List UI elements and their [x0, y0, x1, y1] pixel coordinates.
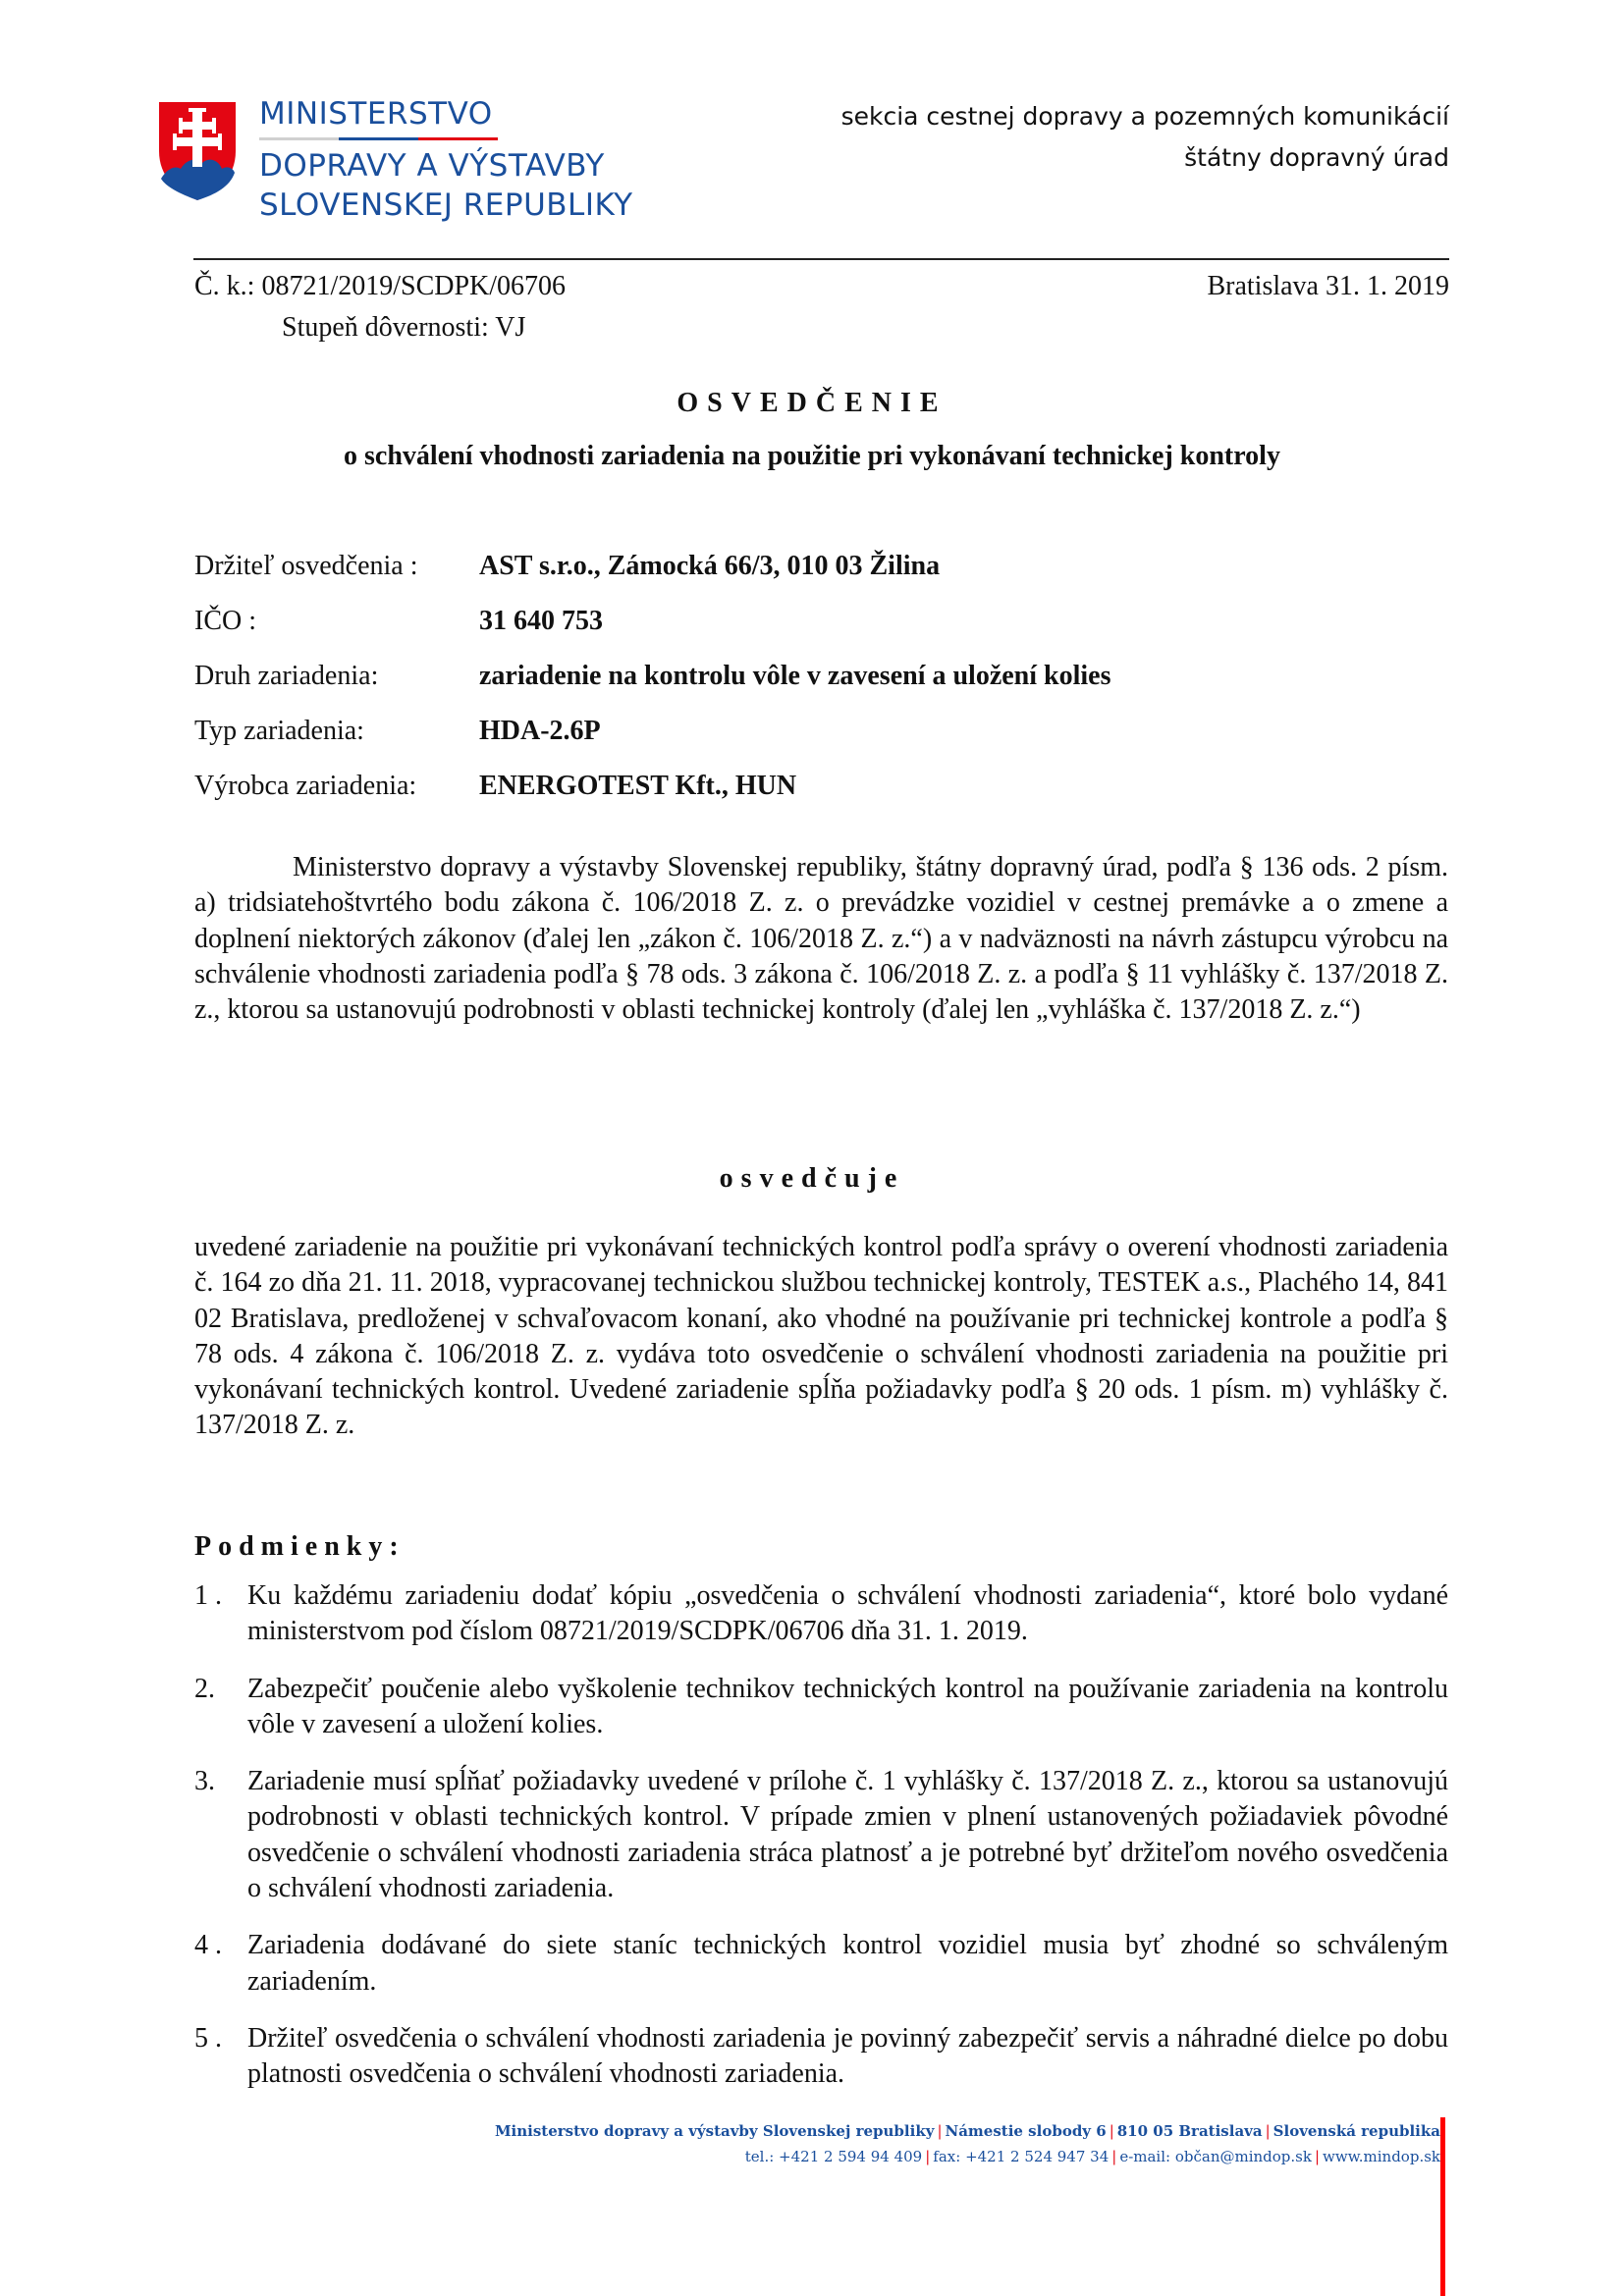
field-value: ENERGOTEST Kft., HUN: [479, 771, 797, 801]
place-date: Bratislava 31. 1. 2019: [1207, 271, 1449, 301]
field-value: AST s.r.o., Zámocká 66/3, 010 03 Žilina: [479, 551, 941, 581]
condition-text: Zariadenia dodávané do siete staníc technických kontrol vozidiel musia byť zhodné so schváleným zariadením.: [247, 1930, 1448, 1997]
condition-item: [194, 1672, 1448, 1743]
footer-phone: tel.: +421 2 594 94 409: [744, 2148, 923, 2165]
condition-item: [194, 1928, 1448, 2000]
ministry-logo: [157, 96, 648, 228]
condition-text: Držiteľ osvedčenia o schválení vhodnosti zariadenia je povinný zabezpečiť servis a náhradné dielce po dobu platnosti osvedčenia o schválení vhodnosti zariadenia.: [247, 2022, 1448, 2090]
footer-street: Námestie slobody 6: [945, 2122, 1107, 2140]
logo-tricolor-bar: [259, 137, 498, 140]
condition-number: 1 .: [194, 1580, 222, 1611]
field-label: Držiteľ osvedčenia :: [194, 551, 418, 581]
footer-contact: [495, 2118, 1440, 2169]
field-device-kind: [194, 660, 1110, 715]
field-holder: [194, 550, 1110, 605]
logo-wordmark: [259, 96, 633, 225]
condition-number: 5 .: [194, 2022, 222, 2054]
condition-text: Ku každému zariadeniu dodať kópiu „osvedčenia o schválení vhodnosti zariadenia“, ktoré bolo vydané ministerstvom pod číslom 08721/2019/SCDPK/06706 dňa 31. 1. 2019.: [247, 1580, 1448, 1647]
footer-fax: fax: +421 2 524 947 34: [933, 2148, 1110, 2165]
field-label: Výrobca zariadenia:: [194, 771, 417, 801]
footer-email[interactable]: e-mail: občan@mindop.sk: [1119, 2148, 1312, 2165]
condition-text: Zabezpečiť poučenie alebo vyškolenie technikov technických kontrol na používanie zariadenia na kontrolu vôle v zavesení a uložení kolies.: [247, 1673, 1448, 1739]
field-label: Typ zariadenia:: [194, 716, 364, 746]
confidentiality-level: Stupeň dôvernosti: VJ: [282, 312, 526, 343]
logo-line-1: MINISTERSTVO: [259, 96, 493, 132]
case-number: Č. k.: 08721/2019/SCDPK/06706: [194, 271, 567, 301]
field-value: HDA-2.6P: [479, 716, 601, 746]
department-line-1: sekcia cestnej dopravy a pozemných komunikácií: [840, 102, 1449, 131]
condition-item: [194, 2021, 1448, 2093]
field-ico: [194, 605, 1110, 660]
condition-number: 4 .: [194, 1930, 222, 1961]
footer-contact-line: [495, 2144, 1440, 2169]
field-device-type: [194, 715, 1110, 770]
certifies-heading: osvedčuje: [719, 1163, 905, 1194]
document-title: OSVEDČENIE: [677, 388, 947, 418]
header-divider: [193, 258, 1449, 260]
footer-address-line: [495, 2118, 1440, 2144]
slovak-coat-of-arms-icon: [157, 100, 238, 202]
footer-separator: |: [1314, 2148, 1321, 2165]
conditions-list: [194, 1578, 1448, 2114]
footer-ministry: Ministerstvo dopravy a výstavby Slovenskej republiky: [494, 2122, 935, 2140]
field-manufacturer: [194, 770, 1110, 825]
document-subtitle: o schválení vhodnosti zariadenia na použitie pri vykonávaní technickej kontroly: [344, 441, 1280, 471]
condition-number: 2.: [194, 1673, 215, 1704]
condition-item: [194, 1764, 1448, 1906]
legal-basis-paragraph: Ministerstvo dopravy a výstavby Slovenskej republiky, štátny dopravný úrad, podľa § 136 ods. 2 písm. a) tridsiatehoštvrtého bodu zákona č. 106/2018 Z. z. o prevádzke vozidiel v cestnej premávke a o zmene a doplnení niektorých zákonov (ďalej len „zákon č. 106/2018 Z. z.“) a v nadväznosti na návrh zástupcu výrobcu na schválenie vhodnosti zariadenia podľa § 78 ods. 3 zákona č. 106/2018 Z. z. a podľa § 11 vyhlášky č. 137/2018 Z. z., ktorou sa ustanovujú podrobnosti v oblasti technickej kontroly (ďalej len „vyhláška č. 137/2018 Z. z.“): [194, 852, 1448, 1026]
condition-number: 3.: [194, 1766, 215, 1797]
conditions-heading: Podmienky:: [194, 1531, 406, 1562]
footer-website[interactable]: www.mindop.sk: [1323, 2148, 1440, 2165]
field-label: Druh zariadenia:: [194, 661, 379, 691]
footer-separator: |: [1109, 2122, 1114, 2140]
field-value: zariadenie na kontrolu vôle v zavesení a uložení kolies: [479, 661, 1111, 691]
footer-separator: |: [1111, 2148, 1117, 2165]
footer-red-accent-bar: [1440, 2117, 1445, 2296]
device-details: [194, 550, 1110, 825]
footer-separator: |: [925, 2148, 931, 2165]
field-label: IČO :: [194, 606, 256, 636]
logo-line-3: SLOVENSKEJ REPUBLIKY: [259, 187, 633, 223]
logo-line-2: DOPRAVY A VÝSTAVBY: [259, 148, 605, 184]
field-value: 31 640 753: [479, 606, 603, 636]
department-name: [841, 96, 1449, 179]
footer-city: 810 05 Bratislava: [1116, 2122, 1263, 2140]
condition-item: [194, 1578, 1448, 1650]
condition-text: Zariadenie musí spĺňať požiadavky uvedené v prílohe č. 1 vyhlášky č. 137/2018 Z. z., ktorou sa ustanovujú podrobnosti v oblasti technických kontrol. V prípade zmien v plnení ustanovených požiadaviek pôvodné osvedčenie o schválení vhodnosti zariadenia stráca platnosť a je potrebné byť držiteľom nového osvedčenia o schválení vhodnosti zariadenia.: [247, 1766, 1448, 1904]
footer-separator: |: [1265, 2122, 1271, 2140]
footer-country: Slovenská republika: [1272, 2122, 1440, 2140]
department-line-2: štátny dopravný úrad: [1184, 143, 1449, 172]
certification-paragraph: uvedené zariadenie na použitie pri vykonávaní technických kontrol podľa správy o overení vhodnosti zariadenia č. 164 zo dňa 21. 11. 2018, vypracovanej technickou službou technickej kontroly, TESTEK a.s., Plachého 14, 841 02 Bratislava, predloženej v schvaľovacom konaní, ako vhodné na používanie pri technickej kontrole a podľa § 78 ods. 4 zákona č. 106/2018 Z. z. vydáva toto osvedčenie o schválení vhodnosti zariadenia na použitie pri vykonávaní technických kontrol. Uvedené zariadenie spĺňa požiadavky podľa § 20 ods. 1 písm. m) vyhlášky č. 137/2018 Z. z.: [194, 1232, 1448, 1441]
footer-separator: |: [937, 2122, 943, 2140]
